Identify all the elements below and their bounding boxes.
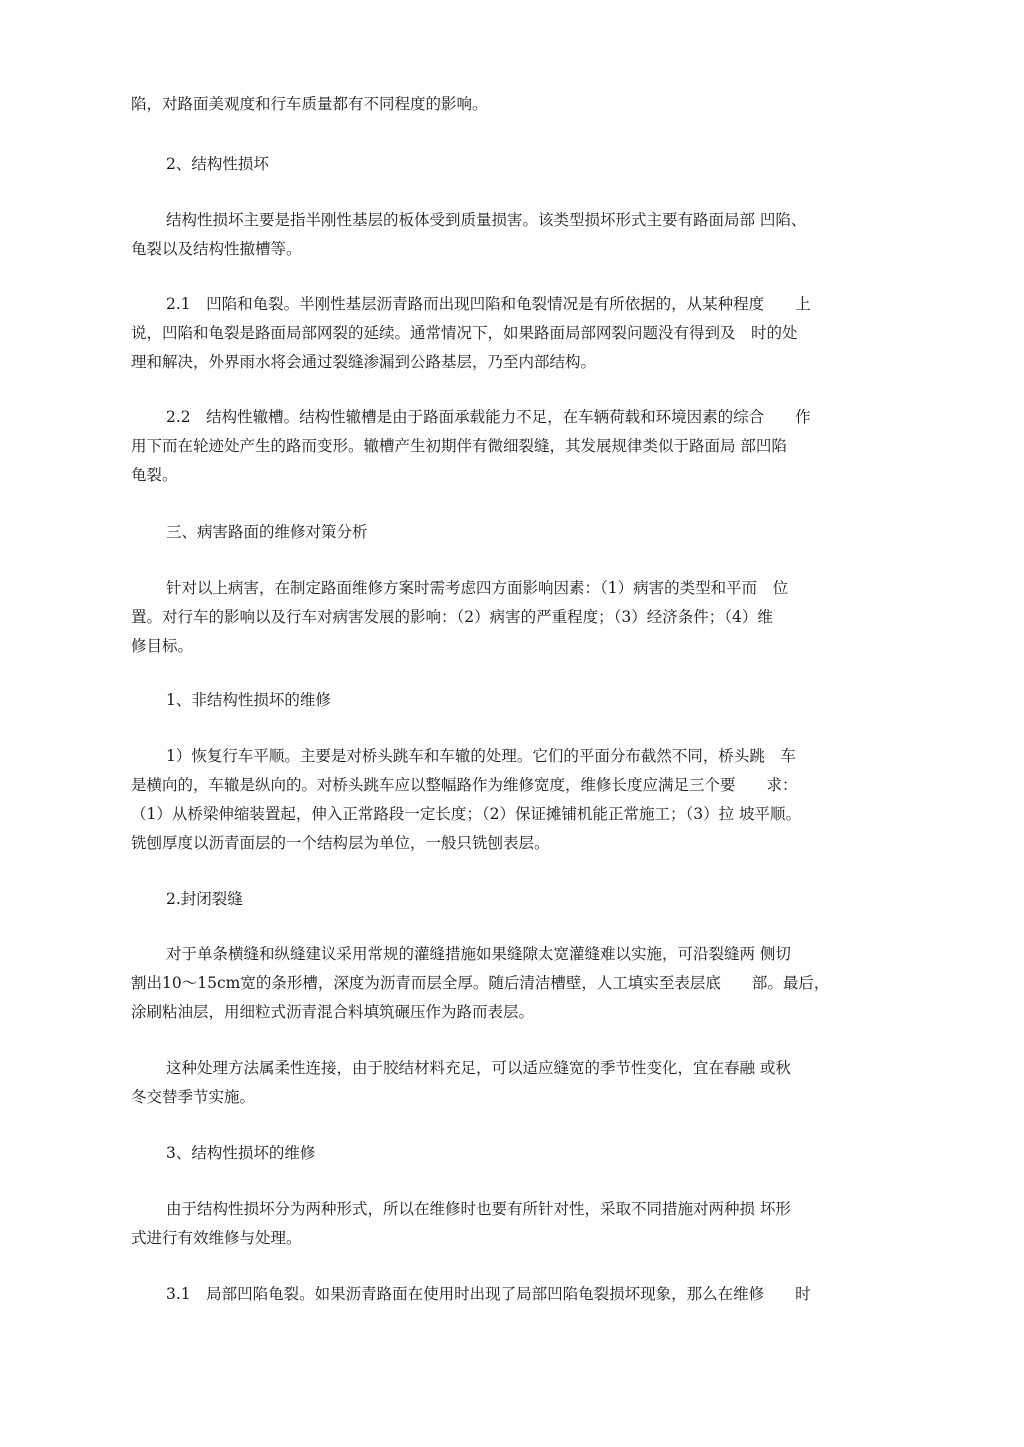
text-line: 对于单条横缝和纵缝建议采用常规的灌缝措施如果缝隙太宽灌缝难以实施，可沿裂缝两 侧切 bbox=[166, 945, 791, 963]
text-line: 3、结构性损坏的维修 bbox=[166, 1144, 316, 1162]
paragraph-local-depression bbox=[131, 1280, 906, 1309]
text-line: 2.封闭裂缝 bbox=[166, 890, 243, 908]
text-line: （1）从桥梁伸缩装置起，伸入正常路段一定长度；（2）保证摊铺机能正常施工；（3）拉 坡平顺。 bbox=[131, 805, 802, 823]
text-line: 铣刨厚度以沥青面层的一个结构层为单位，一般只铣刨表层。 bbox=[131, 834, 550, 852]
text-line: 1、非结构性损坏的维修 bbox=[166, 691, 331, 709]
text-line: 龟裂。 bbox=[131, 466, 178, 484]
text-line: 涂刷粘油层，用细粒式沥青混合料填筑碾压作为路而表层。 bbox=[131, 1003, 535, 1021]
heading-maintenance-analysis bbox=[131, 518, 906, 547]
paragraph-smoothness bbox=[131, 742, 906, 858]
paragraph-depression-cracking bbox=[131, 290, 906, 377]
text-line: 修目标。 bbox=[131, 637, 194, 655]
text-line: 龟裂以及结构性撤槽等。 bbox=[131, 240, 302, 258]
text-line: 由于结构性损坏分为两种形式，所以在维修时也要有所针对性，采取不同措施对两种损 坏形 bbox=[166, 1200, 791, 1218]
text-line: 冬交替季节实施。 bbox=[131, 1088, 256, 1106]
text-line: 2.2 结构性辙槽。结构性辙槽是由于路面承载能力不足，在车辆荷载和环境因素的综合 作 bbox=[166, 408, 811, 426]
paragraph-crack-sealing bbox=[131, 940, 906, 1027]
text-line: 理和解决，外界雨水将会通过裂缝渗漏到公路基层，乃至内部结构。 bbox=[131, 353, 597, 371]
text-line: 2、结构性损坏 bbox=[166, 155, 269, 173]
paragraph-structural-damage bbox=[131, 206, 906, 264]
text-line: 3.1 局部凹陷龟裂。如果沥青路面在使用时出现了局部凹陷龟裂损坏现象，那么在维修 时 bbox=[166, 1285, 811, 1303]
paragraph-flexible-connection bbox=[131, 1054, 906, 1112]
text-line: 是横向的，车辙是纵向的。对桥头跳车应以整幅路作为维修宽度，维修长度应满足三个要 求： bbox=[131, 776, 798, 794]
text-line: 说，凹陷和龟裂是路面局部网裂的延续。通常情况下，如果路面局部网裂问题没有得到及 时的处 bbox=[131, 324, 798, 342]
heading-seal-cracks bbox=[131, 885, 906, 914]
text-line: 割出10～15cm宽的条形槽，深度为沥青而层全厚。随后清洁槽壁，人工填实至表层底 部。最后， bbox=[131, 974, 830, 992]
text-line: 置。对行车的影响以及行车对病害发展的影响：（2）病害的严重程度；（3）经济条件；（4）维 bbox=[131, 608, 773, 626]
heading-structural-damage bbox=[131, 150, 906, 179]
paragraph-continuation bbox=[131, 90, 906, 119]
heading-structural-repair bbox=[131, 1139, 906, 1168]
text-line: 1）恢复行车平顺。主要是对桥头跳车和车辙的处理。它们的平面分布截然不同，桥头跳 车 bbox=[166, 747, 796, 765]
text-line: 陷，对路面美观度和行车质量都有不同程度的影响。 bbox=[131, 95, 488, 113]
text-line: 式进行有效维修与处理。 bbox=[131, 1229, 302, 1247]
text-line: 2.1 凹陷和龟裂。半刚性基层沥青路而出现凹陷和龟裂情况是有所依据的，从某种程度 上 bbox=[166, 295, 811, 313]
text-line: 这种处理方法属柔性连接，由于胶结材料充足，可以适应缝宽的季节性变化，宜在春融 或秋 bbox=[166, 1059, 791, 1077]
text-line: 结构性损坏主要是指半刚性基层的板体受到质量损害。该类型损坏形式主要有路面局部 凹陷、 bbox=[166, 211, 807, 229]
text-line: 三、病害路面的维修对策分析 bbox=[166, 523, 368, 541]
paragraph-factors bbox=[131, 574, 906, 661]
paragraph-structural-rutting bbox=[131, 403, 906, 490]
heading-nonstructural-repair bbox=[131, 686, 906, 715]
text-line: 针对以上病害，在制定路面维修方案时需考虑四方面影响因素：（1）病害的类型和平而 位 bbox=[166, 579, 789, 597]
text-line: 用下而在轮迹处产生的路而变形。辙槽产生初期伴有微细裂缝，其发展规律类似于路面局 部凹陷 bbox=[131, 437, 787, 455]
paragraph-two-forms bbox=[131, 1195, 906, 1253]
